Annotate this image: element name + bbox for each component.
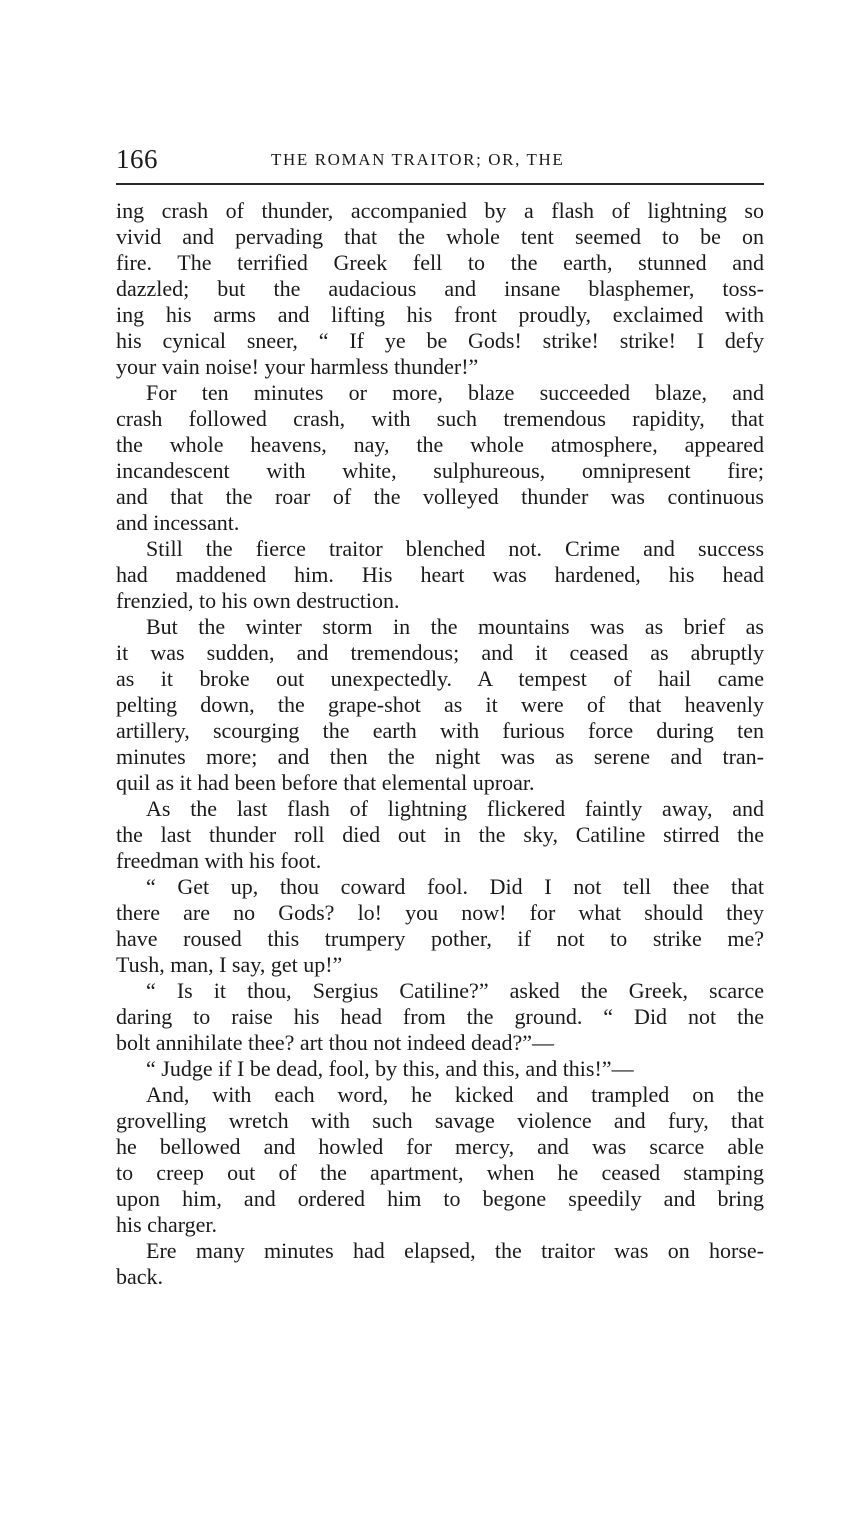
text-line: grovelling wretch with such savage violence and fury, that [116, 1108, 764, 1133]
text-line: and that the roar of the volleyed thunder was continuous [116, 484, 764, 509]
text-line: freedman with his foot. [116, 848, 322, 873]
text-line: fire. The terrified Greek fell to the earth, stunned and [116, 250, 764, 275]
text-line: there are no Gods? lo! you now! for what should they [116, 900, 764, 925]
text-line: But the winter storm in the mountains was as brief as [146, 614, 764, 639]
text-line: and incessant. [116, 510, 240, 535]
text-line: to creep out of the apartment, when he ceased stamping [116, 1160, 764, 1185]
text-line: ing his arms and lifting his front proudly, exclaimed with [116, 302, 764, 327]
text-line: his charger. [116, 1212, 218, 1237]
text-line: “ Is it thou, Sergius Catiline?” asked the Greek, scarce [146, 978, 764, 1003]
text-line: artillery, scourging the earth with furious force during ten [116, 718, 764, 743]
text-line: his cynical sneer, “ If ye be Gods! strike! strike! I defy [116, 328, 764, 353]
text-line: “ Judge if I be dead, fool, by this, and this, and this!”— [146, 1056, 634, 1081]
text-line: quil as it had been before that elemental uproar. [116, 770, 535, 795]
text-line: dazzled; but the audacious and insane blasphemer, toss- [116, 276, 764, 301]
text-line: Tush, man, I say, get up!” [116, 952, 343, 977]
text-line: minutes more; and then the night was as serene and tran- [116, 744, 764, 769]
text-line: As the last flash of lightning flickered faintly away, and [146, 796, 764, 821]
text-line: daring to raise his head from the ground. “ Did not the [116, 1004, 764, 1029]
text-line: back. [116, 1264, 164, 1289]
text-line: had maddened him. His heart was hardened, his head [116, 562, 764, 587]
text-line: upon him, and ordered him to begone speedily and bring [116, 1186, 764, 1211]
text-line: “ Get up, thou coward fool. Did I not tell thee that [146, 874, 764, 899]
body-text [116, 198, 764, 1290]
text-line: And, with each word, he kicked and trampled on the [146, 1082, 764, 1107]
text-line: Still the fierce traitor blenched not. Crime and success [146, 536, 764, 561]
text-line: have roused this trumpery pother, if not to strike me? [116, 926, 764, 951]
running-head: THE ROMAN TRAITOR; OR, THE [271, 150, 565, 169]
text-line: it was sudden, and tremendous; and it ceased as abruptly [116, 640, 764, 665]
text-line: incandescent with white, sulphureous, omnipresent fire; [116, 458, 764, 483]
text-line: ing crash of thunder, accompanied by a flash of lightning so [116, 198, 764, 223]
text-line: For ten minutes or more, blaze succeeded blaze, and [146, 380, 764, 405]
text-line: he bellowed and howled for mercy, and was scarce able [116, 1134, 764, 1159]
text-line: bolt annihilate thee? art thou not indeed dead?”— [116, 1030, 555, 1055]
text-line: vivid and pervading that the whole tent seemed to be on [116, 224, 764, 249]
header-rule [116, 183, 764, 185]
text-line: pelting down, the grape-shot as it were of that heavenly [116, 692, 764, 717]
page-header [116, 142, 764, 182]
text-line: the last thunder roll died out in the sky, Catiline stirred the [116, 822, 764, 847]
text-line: crash followed crash, with such tremendous rapidity, that [116, 406, 764, 431]
page-number: 166 [116, 144, 158, 174]
text-line: your vain noise! your harmless thunder!” [116, 354, 479, 379]
text-line: frenzied, to his own destruction. [116, 588, 400, 613]
text-line: Ere many minutes had elapsed, the traitor was on horse- [146, 1238, 764, 1263]
text-line: as it broke out unexpectedly. A tempest of hail came [116, 666, 764, 691]
text-line: the whole heavens, nay, the whole atmosphere, appeared [116, 432, 764, 457]
